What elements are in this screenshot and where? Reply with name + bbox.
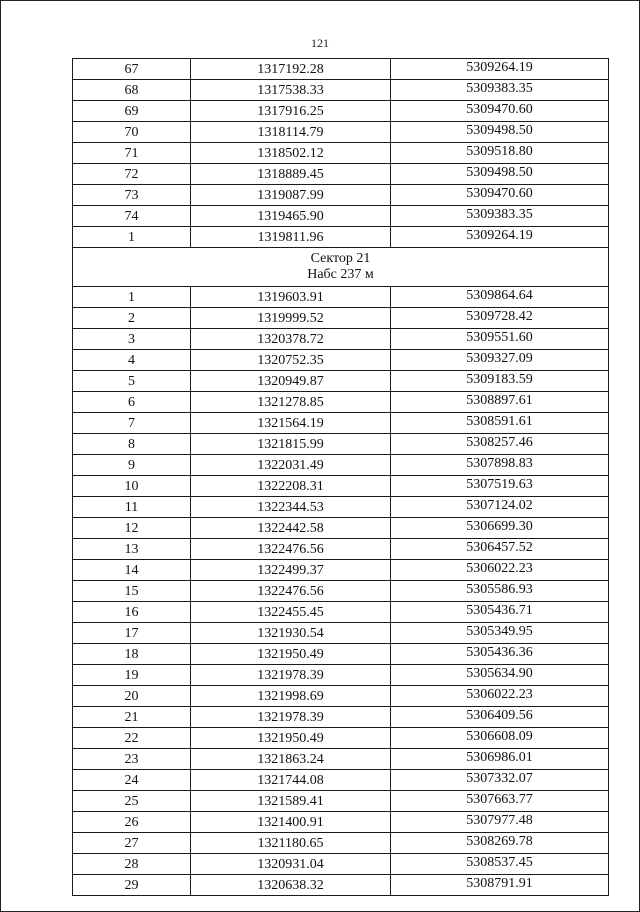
x-coordinate-cell: 1322476.56 [191,581,391,602]
y-coordinate-cell: 5306699.30 [391,518,609,539]
table-row [73,371,609,392]
sector-section [73,248,609,287]
y-coordinate-cell: 5306986.01 [391,749,609,770]
x-coordinate-cell: 1317538.33 [191,80,391,101]
point-number-cell: 21 [73,707,191,728]
page-number: 121 [311,36,329,50]
point-number-cell: 67 [73,59,191,80]
table-row [73,560,609,581]
x-coordinate-cell: 1322499.37 [191,560,391,581]
point-number-cell: 28 [73,854,191,875]
table-row [73,539,609,560]
point-number-cell: 8 [73,434,191,455]
y-coordinate-cell: 5305349.95 [391,623,609,644]
x-coordinate-cell: 1321744.08 [191,770,391,791]
point-number-cell: 1 [73,227,191,248]
table-row [73,749,609,770]
point-number-cell: 3 [73,329,191,350]
table-row [73,770,609,791]
y-coordinate-cell: 5305436.36 [391,644,609,665]
table-row [73,665,609,686]
y-coordinate-cell: 5309728.42 [391,308,609,329]
x-coordinate-cell: 1319087.99 [191,185,391,206]
y-coordinate-cell: 5309183.59 [391,371,609,392]
sector-title: Сектор 21 [310,251,371,266]
y-coordinate-cell: 5307124.02 [391,497,609,518]
table-row [73,143,609,164]
point-number-cell: 6 [73,392,191,413]
y-coordinate-cell: 5306022.23 [391,560,609,581]
table-row [73,59,609,80]
point-number-cell: 10 [73,476,191,497]
y-coordinate-cell: 5309518.80 [391,143,609,164]
x-coordinate-cell: 1320931.04 [191,854,391,875]
table-row [73,602,609,623]
table-body-after [73,287,609,896]
table-row [73,392,609,413]
x-coordinate-cell: 1318889.45 [191,164,391,185]
point-number-cell: 26 [73,812,191,833]
y-coordinate-cell: 5309470.60 [391,185,609,206]
point-number-cell: 29 [73,875,191,896]
sector-subtitle: Набс 237 м [307,267,374,282]
y-coordinate-cell: 5308791.91 [391,875,609,896]
y-coordinate-cell: 5306022.23 [391,686,609,707]
x-coordinate-cell: 1320638.32 [191,875,391,896]
table-row [73,686,609,707]
table-row [73,812,609,833]
y-coordinate-cell: 5309264.19 [391,227,609,248]
y-coordinate-cell: 5309264.19 [391,59,609,80]
x-coordinate-cell: 1321978.39 [191,665,391,686]
x-coordinate-cell: 1319811.96 [191,227,391,248]
y-coordinate-cell: 5308537.45 [391,854,609,875]
point-number-cell: 2 [73,308,191,329]
y-coordinate-cell: 5307663.77 [391,791,609,812]
x-coordinate-cell: 1321978.39 [191,707,391,728]
x-coordinate-cell: 1319465.90 [191,206,391,227]
table-row [73,413,609,434]
table-row [73,623,609,644]
point-number-cell: 18 [73,644,191,665]
point-number-cell: 72 [73,164,191,185]
point-number-cell: 25 [73,791,191,812]
x-coordinate-cell: 1322455.45 [191,602,391,623]
point-number-cell: 19 [73,665,191,686]
y-coordinate-cell: 5309551.60 [391,329,609,350]
point-number-cell: 9 [73,455,191,476]
table-row [73,185,609,206]
y-coordinate-cell: 5305436.71 [391,602,609,623]
point-number-cell: 74 [73,206,191,227]
point-number-cell: 13 [73,539,191,560]
table-row [73,833,609,854]
y-coordinate-cell: 5305586.93 [391,581,609,602]
point-number-cell: 12 [73,518,191,539]
table-row [73,287,609,308]
point-number-cell: 71 [73,143,191,164]
y-coordinate-cell: 5307519.63 [391,476,609,497]
y-coordinate-cell: 5309498.50 [391,122,609,143]
point-number-cell: 17 [73,623,191,644]
y-coordinate-cell: 5308257.46 [391,434,609,455]
point-number-cell: 23 [73,749,191,770]
table-row [73,476,609,497]
x-coordinate-cell: 1319603.91 [191,287,391,308]
table-row [73,122,609,143]
y-coordinate-cell: 5306608.09 [391,728,609,749]
x-coordinate-cell: 1318502.12 [191,143,391,164]
point-number-cell: 27 [73,833,191,854]
point-number-cell: 69 [73,101,191,122]
x-coordinate-cell: 1321180.65 [191,833,391,854]
table-row [73,875,609,896]
y-coordinate-cell: 5309498.50 [391,164,609,185]
x-coordinate-cell: 1321998.69 [191,686,391,707]
table-row [73,644,609,665]
y-coordinate-cell: 5309470.60 [391,101,609,122]
x-coordinate-cell: 1322476.56 [191,539,391,560]
x-coordinate-cell: 1321950.49 [191,644,391,665]
x-coordinate-cell: 1320378.72 [191,329,391,350]
table-row [73,707,609,728]
table-row [73,308,609,329]
point-number-cell: 5 [73,371,191,392]
table-row [73,455,609,476]
x-coordinate-cell: 1317916.25 [191,101,391,122]
table-row [73,227,609,248]
x-coordinate-cell: 1317192.28 [191,59,391,80]
coordinates-table [72,58,609,896]
point-number-cell: 70 [73,122,191,143]
y-coordinate-cell: 5309383.35 [391,206,609,227]
y-coordinate-cell: 5309864.64 [391,287,609,308]
table-row [73,434,609,455]
table-row [73,164,609,185]
x-coordinate-cell: 1322031.49 [191,455,391,476]
table-row [73,350,609,371]
y-coordinate-cell: 5308897.61 [391,392,609,413]
point-number-cell: 73 [73,185,191,206]
sector-header-cell [73,248,609,287]
x-coordinate-cell: 1321564.19 [191,413,391,434]
point-number-cell: 20 [73,686,191,707]
y-coordinate-cell: 5305634.90 [391,665,609,686]
table-row [73,329,609,350]
table-row [73,791,609,812]
table-row [73,581,609,602]
table-row [73,854,609,875]
x-coordinate-cell: 1322442.58 [191,518,391,539]
point-number-cell: 4 [73,350,191,371]
y-coordinate-cell: 5308591.61 [391,413,609,434]
y-coordinate-cell: 5306457.52 [391,539,609,560]
x-coordinate-cell: 1322344.53 [191,497,391,518]
table-body-before [73,59,609,248]
point-number-cell: 11 [73,497,191,518]
x-coordinate-cell: 1322208.31 [191,476,391,497]
x-coordinate-cell: 1321863.24 [191,749,391,770]
x-coordinate-cell: 1321815.99 [191,434,391,455]
y-coordinate-cell: 5309383.35 [391,80,609,101]
point-number-cell: 68 [73,80,191,101]
point-number-cell: 14 [73,560,191,581]
table-row [73,728,609,749]
y-coordinate-cell: 5307332.07 [391,770,609,791]
y-coordinate-cell: 5307898.83 [391,455,609,476]
y-coordinate-cell: 5307977.48 [391,812,609,833]
y-coordinate-cell: 5306409.56 [391,707,609,728]
y-coordinate-cell: 5309327.09 [391,350,609,371]
point-number-cell: 16 [73,602,191,623]
x-coordinate-cell: 1319999.52 [191,308,391,329]
x-coordinate-cell: 1321950.49 [191,728,391,749]
point-number-cell: 1 [73,287,191,308]
x-coordinate-cell: 1320949.87 [191,371,391,392]
y-coordinate-cell: 5308269.78 [391,833,609,854]
x-coordinate-cell: 1318114.79 [191,122,391,143]
point-number-cell: 15 [73,581,191,602]
table-row [73,206,609,227]
x-coordinate-cell: 1321930.54 [191,623,391,644]
table-row [73,497,609,518]
point-number-cell: 22 [73,728,191,749]
table-row [73,101,609,122]
table-row [73,518,609,539]
x-coordinate-cell: 1321278.85 [191,392,391,413]
point-number-cell: 7 [73,413,191,434]
x-coordinate-cell: 1321589.41 [191,791,391,812]
x-coordinate-cell: 1320752.35 [191,350,391,371]
sector-header-row [73,248,609,287]
x-coordinate-cell: 1321400.91 [191,812,391,833]
point-number-cell: 24 [73,770,191,791]
table-row [73,80,609,101]
